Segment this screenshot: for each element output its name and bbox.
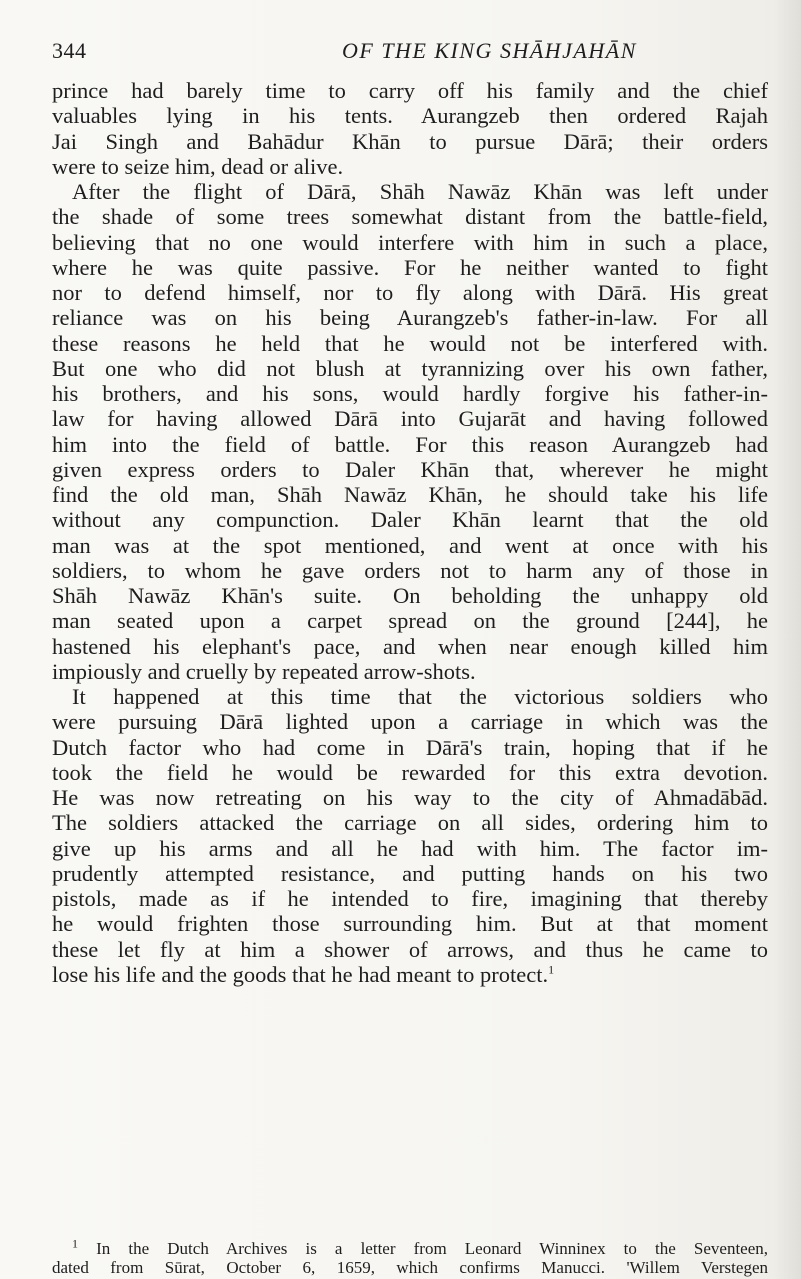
text-line: took the field he would be rewarded for this extra devotion. <box>52 759 768 785</box>
footnote-reference: 1 <box>548 962 555 977</box>
text-line: find the old man, Shāh Nawāz Khān, he should take his life <box>52 482 768 507</box>
text-line: these reasons he held that he would not be interfered with. <box>52 330 768 356</box>
text-line <box>52 962 768 987</box>
page-number: 344 <box>52 38 87 63</box>
text-line: give up his arms and all he had with him. The factor im- <box>52 835 768 861</box>
text-line: without any compunction. Daler Khān learnt that the old <box>52 507 768 533</box>
text-line: law for having allowed Dārā into Gujarāt and having followed <box>52 406 768 432</box>
text-line: He was now retreating on his way to the city of Ahmadābād. <box>52 785 768 810</box>
text-line: given express orders to Daler Khān that, wherever he might <box>52 456 768 482</box>
page-edge-shadow <box>773 0 801 1279</box>
text-line: these let fly at him a shower of arrows, and thus he came to <box>52 936 768 962</box>
text-line: It happened at this time that the victorious soldiers who <box>72 684 768 709</box>
text-line: him into the field of battle. For this reason Aurangzeb had <box>52 431 768 457</box>
text-line: prince had barely time to carry off his family and the chief <box>52 78 768 103</box>
footnote-marker: 1 <box>72 1236 78 1251</box>
text-line: his brothers, and his sons, would hardly forgive his father-in- <box>52 381 768 406</box>
text-line: The soldiers attacked the carriage on all sides, ordering him to <box>52 810 768 836</box>
running-head: OF THE KING SHĀHJAHĀN <box>342 38 637 63</box>
text-line: After the flight of Dārā, Shāh Nawāz Khān was left under <box>72 179 768 204</box>
text-line: hastened his elephant's pace, and when near enough killed him <box>52 633 768 659</box>
page-header <box>52 38 772 70</box>
text-line: Dutch factor who had come in Dārā's train, hoping that if he <box>52 734 768 760</box>
text-line: nor to defend himself, nor to fly along with Dārā. His great <box>52 280 768 305</box>
footnote <box>52 1236 769 1277</box>
text-line-content: lose his life and the goods that he had meant to protect. <box>52 961 549 987</box>
text-line: Jai Singh and Bahādur Khān to pursue Dārā; their orders <box>52 128 768 154</box>
text-line: were to seize him, dead or alive. <box>52 153 344 179</box>
text-line: he would frighten those surrounding him. But at that moment <box>52 911 768 937</box>
text-line: prudently attempted resistance, and putting hands on his two <box>52 860 768 886</box>
text-line: reliance was on his being Aurangzeb's father-in-law. For all <box>52 305 768 331</box>
text-line: valuables lying in his tents. Aurangzeb then ordered Rajah <box>52 103 768 129</box>
text-line: the shade of some trees somewhat distant from the battle-field, <box>52 204 768 230</box>
footnote-line: dated from Sūrat, October 6, 1659, which confirms Manucci. 'Willem Verstegen <box>52 1258 768 1277</box>
text-line: soldiers, to whom he gave orders not to harm any of those in <box>52 557 768 583</box>
text-line: man was at the spot mentioned, and went at once with his <box>52 532 768 558</box>
text-line: where he was quite passive. For he neither wanted to fight <box>52 254 768 280</box>
body-text <box>52 78 768 987</box>
text-line: pistols, made as if he intended to fire, imagining that thereby <box>52 886 768 911</box>
text-line: man seated upon a carpet spread on the ground [244], he <box>52 608 768 634</box>
text-line: Shāh Nawāz Khān's suite. On beholding the unhappy old <box>52 583 768 608</box>
text-line: But one who did not blush at tyrannizing over his own father, <box>52 355 768 381</box>
footnote-line <box>52 1236 769 1258</box>
text-line: believing that no one would interfere with him in such a place, <box>52 229 768 255</box>
footnote-text: In the Dutch Archives is a letter from Leonard Winninex to the Seventeen, <box>96 1239 769 1258</box>
text-line: impiously and cruelly by repeated arrow-shots. <box>52 658 476 684</box>
text-line: were pursuing Dārā lighted upon a carriage in which was the <box>52 709 768 735</box>
